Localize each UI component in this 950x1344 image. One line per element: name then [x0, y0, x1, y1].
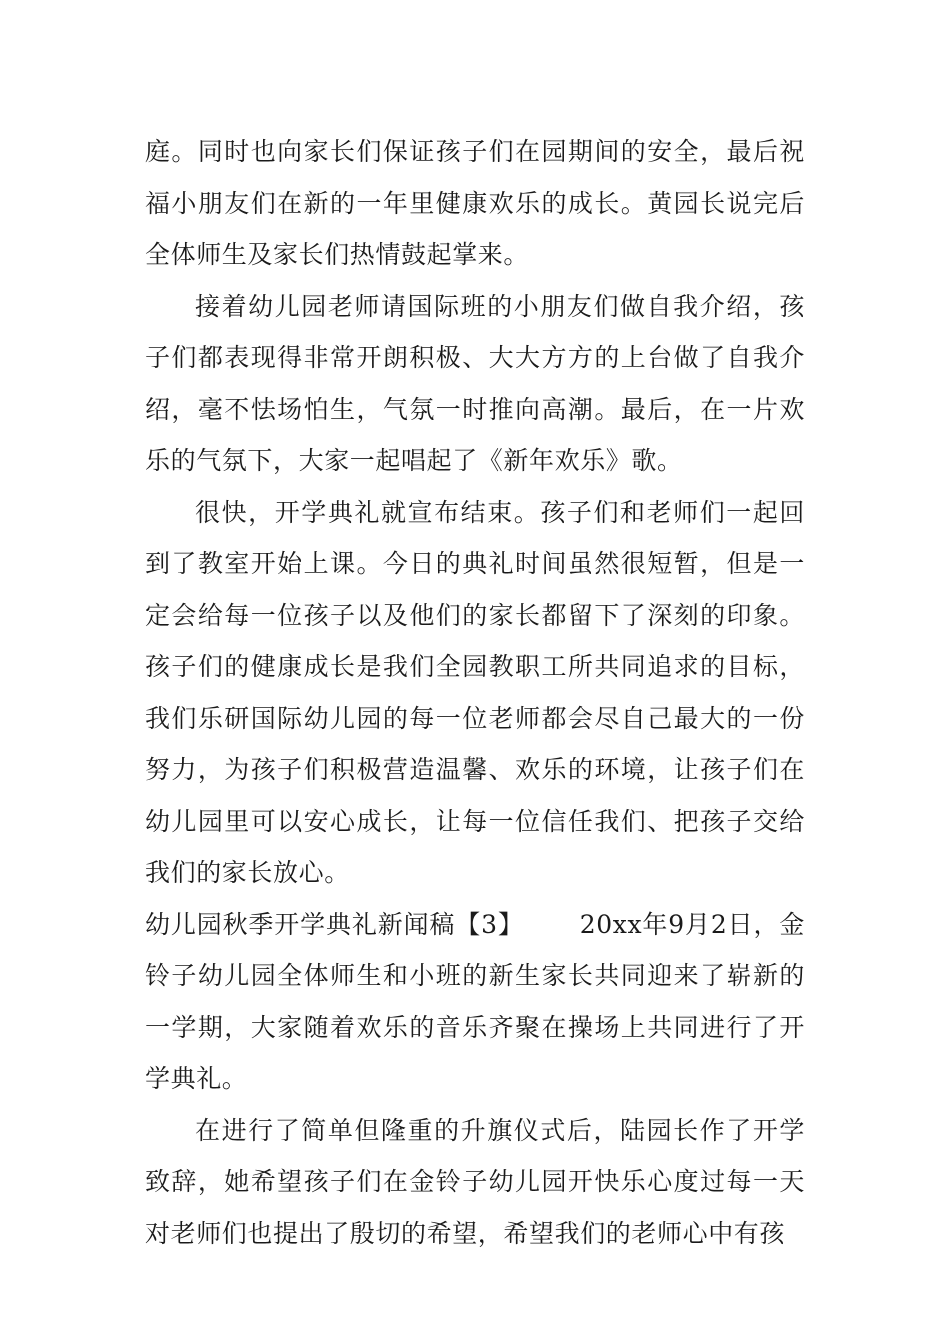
paragraph-5: 在进行了简单但隆重的升旗仪式后，陆园长作了开学致辞，她希望孩子们在金铃子幼儿园开快乐心度过每一天对老师们也提出了殷切的希望，希望我们的老师心中有孩: [145, 1115, 805, 1248]
paragraph-3: 很快，开学典礼就宣布结束。孩子们和老师们一起回到了教室开始上课。今日的典礼时间虽然很短暂，但是一定会给每一位孩子以及他们的家长都留下了深刻的印象。孩子们的健康成长是我们全园教职工所共同追求的目标，我们乐研国际幼儿园的每一位老师都会尽自己最大的一份努力，为孩子们积极营造温馨、欢乐的环境，让孩子们在幼儿园里可以安心成长，让每一位信任我们、把孩子交给我们的家长放心。: [145, 497, 805, 887]
document-body: [145, 126, 805, 1259]
section-lead-text: 20xx年9月2日，金铃子幼儿园全体师生和小班的新生家长共同迎来了崭新的一学期，大家随着欢乐的音乐齐聚在操场上共同进行了开学典礼。: [145, 909, 805, 1093]
paragraph-1: 庭。同时也向家长们保证孩子们在园期间的安全，最后祝福小朋友们在新的一年里健康欢乐的成长。黄园长说完后全体师生及家长们热情鼓起掌来。: [145, 137, 805, 269]
section-title: 幼儿园秋季开学典礼新闻稿【3】: [145, 909, 524, 939]
paragraph-2: 接着幼儿园老师请国际班的小朋友们做自我介绍，孩子们都表现得非常开朗积极、大大方方的上台做了自我介绍，毫不怯场怕生，气氛一时推向高潮。最后，在一片欢乐的气氛下，大家一起唱起了《新年欢乐》歌。: [145, 291, 805, 475]
section-paragraph: [145, 899, 805, 1105]
